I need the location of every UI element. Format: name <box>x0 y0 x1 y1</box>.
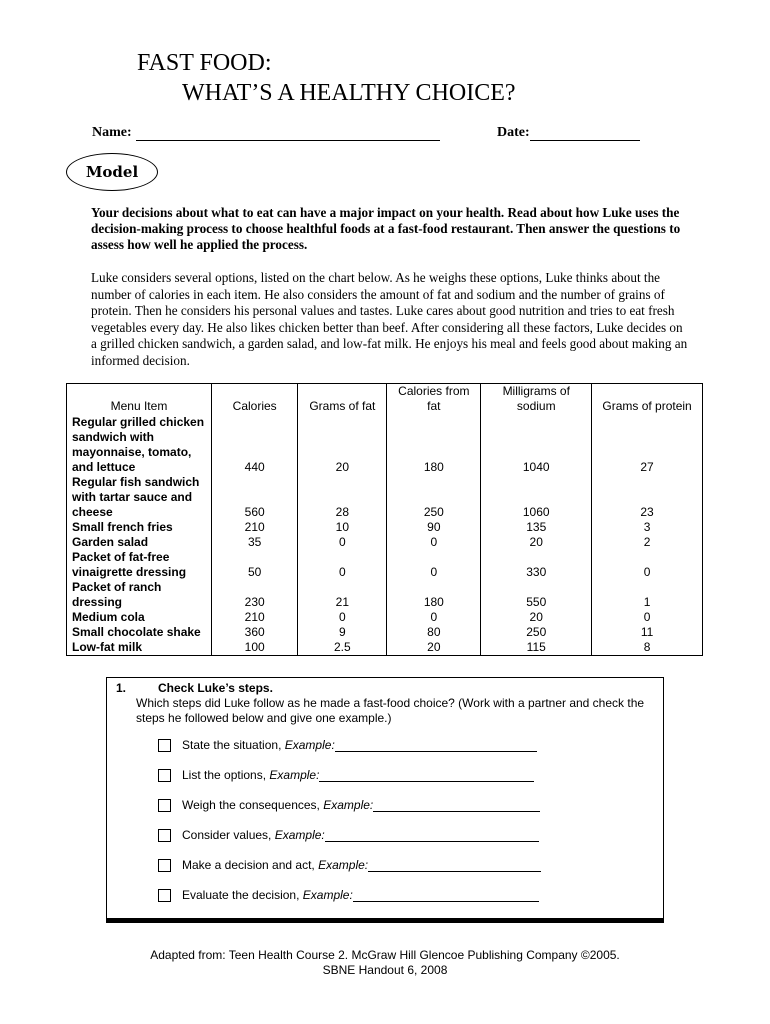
menu-item-cell: Regular fish sandwich with tartar sauce and cheese <box>67 475 212 520</box>
table-row <box>67 610 703 625</box>
menu-item-cell: Small french fries <box>67 520 212 535</box>
protein-cell: 2 <box>592 535 703 550</box>
example-label: Example: <box>274 828 325 842</box>
cal-fat-cell: 250 <box>387 475 481 520</box>
step-row-evaluate-decision[interactable] <box>158 887 539 903</box>
step-row-make-decision[interactable] <box>158 857 541 873</box>
example-answer-line[interactable] <box>335 739 537 752</box>
sodium-cell: 20 <box>481 610 592 625</box>
checkbox[interactable] <box>158 799 171 812</box>
date-field[interactable] <box>497 125 640 141</box>
question-title: Check Luke’s steps. <box>158 681 273 695</box>
cal-fat-cell: 0 <box>387 610 481 625</box>
example-label: Example: <box>323 798 374 812</box>
cal-fat-cell: 0 <box>387 535 481 550</box>
fat-cell: 20 <box>298 415 387 475</box>
sodium-cell: 1040 <box>481 415 592 475</box>
table-row <box>67 475 703 520</box>
calories-cell: 50 <box>211 550 297 580</box>
calories-cell: 230 <box>211 580 297 610</box>
menu-item-cell: Packet of fat-free vinaigrette dressing <box>67 550 212 580</box>
footer <box>0 948 770 978</box>
calories-cell: 100 <box>211 640 297 656</box>
cal-fat-cell: 20 <box>387 640 481 656</box>
fat-cell: 0 <box>298 550 387 580</box>
title-line-2: WHAT’S A HEALTHY CHOICE? <box>182 80 516 106</box>
step-row-list-options[interactable] <box>158 767 534 783</box>
checkbox[interactable] <box>158 769 171 782</box>
nutrition-table <box>66 383 703 656</box>
cal-fat-cell: 0 <box>387 550 481 580</box>
header-sodium: Milligrams of sodium <box>481 384 592 416</box>
example-label: Example: <box>318 858 369 872</box>
cal-fat-cell: 180 <box>387 415 481 475</box>
protein-cell: 23 <box>592 475 703 520</box>
protein-cell: 27 <box>592 415 703 475</box>
fat-cell: 9 <box>298 625 387 640</box>
calories-cell: 560 <box>211 475 297 520</box>
model-section-label: Model <box>66 153 158 191</box>
question-text: Which steps did Luke follow as he made a fast-food choice? (Work with a partner and check the steps he followed below and give one example.) <box>136 696 645 725</box>
footer-credit: Adapted from: Teen Health Course 2. McGraw Hill Glencoe Publishing Company ©2005. <box>150 948 620 962</box>
fat-cell: 0 <box>298 610 387 625</box>
checkbox[interactable] <box>158 889 171 902</box>
header-calories-from-fat: Calories from fat <box>387 384 481 416</box>
calories-cell: 360 <box>211 625 297 640</box>
example-answer-line[interactable] <box>368 859 541 872</box>
table-row <box>67 640 703 656</box>
calories-cell: 35 <box>211 535 297 550</box>
sodium-cell: 1060 <box>481 475 592 520</box>
fat-cell: 21 <box>298 580 387 610</box>
header-menu-item: Menu Item <box>67 384 212 416</box>
story-paragraph: Luke considers several options, listed on the chart below. As he weighs these options, Luke thinks about the number of calories in each item. He also considers the amount of fat and sodium and the number of grains of protein. Then he considers his personal values and tastes. Luke cares about good nutrition and tries to eat fresh vegetables every day. He also likes chicken better than beef. After considering all these factors, Luke decides on a grilled chicken sandwich, a garden salad, and low-fat milk. He enjoys his meal and feels good about making an informed decision. <box>91 270 688 368</box>
table-row <box>67 625 703 640</box>
step-label: Weigh the consequences, <box>182 798 320 812</box>
header-grams-fat: Grams of fat <box>298 384 387 416</box>
protein-cell: 11 <box>592 625 703 640</box>
menu-item-cell: Packet of ranch dressing <box>67 580 212 610</box>
step-label: List the options, <box>182 768 267 782</box>
sodium-cell: 115 <box>481 640 592 656</box>
example-label: Example: <box>284 738 335 752</box>
name-input-line[interactable] <box>136 126 440 141</box>
checkbox[interactable] <box>158 859 171 872</box>
example-answer-line[interactable] <box>325 829 539 842</box>
table-header-row <box>67 384 703 416</box>
date-label: Date: <box>497 125 530 140</box>
question-number: 1. <box>116 681 127 695</box>
step-label: Consider values, <box>182 828 272 842</box>
sodium-cell: 550 <box>481 580 592 610</box>
sodium-cell: 330 <box>481 550 592 580</box>
example-label: Example: <box>269 768 320 782</box>
protein-cell: 0 <box>592 610 703 625</box>
example-answer-line[interactable] <box>353 889 539 902</box>
name-label: Name: <box>92 125 132 140</box>
step-row-weigh-consequences[interactable] <box>158 797 540 813</box>
protein-cell: 8 <box>592 640 703 656</box>
footer-handout: SBNE Handout 6, 2008 <box>322 963 448 977</box>
menu-item-cell: Medium cola <box>67 610 212 625</box>
fat-cell: 2.5 <box>298 640 387 656</box>
protein-cell: 1 <box>592 580 703 610</box>
calories-cell: 440 <box>211 415 297 475</box>
table-row <box>67 580 703 610</box>
step-row-state-situation[interactable] <box>158 737 537 753</box>
menu-item-cell: Small chocolate shake <box>67 625 212 640</box>
protein-cell: 0 <box>592 550 703 580</box>
calories-cell: 210 <box>211 610 297 625</box>
menu-item-cell: Low-fat milk <box>67 640 212 656</box>
checkbox[interactable] <box>158 829 171 842</box>
menu-item-cell: Garden salad <box>67 535 212 550</box>
cal-fat-cell: 90 <box>387 520 481 535</box>
calories-cell: 210 <box>211 520 297 535</box>
header-calories: Calories <box>211 384 297 416</box>
date-input-line[interactable] <box>530 126 640 141</box>
title-line-1: FAST FOOD: <box>137 50 272 76</box>
table-row <box>67 550 703 580</box>
step-label: Make a decision and act, <box>182 858 315 872</box>
sodium-cell: 135 <box>481 520 592 535</box>
step-label: State the situation, <box>182 738 282 752</box>
cal-fat-cell: 180 <box>387 580 481 610</box>
table-row <box>67 520 703 535</box>
sodium-cell: 20 <box>481 535 592 550</box>
example-label: Example: <box>302 888 353 902</box>
header-protein: Grams of protein <box>592 384 703 416</box>
fat-cell: 10 <box>298 520 387 535</box>
protein-cell: 3 <box>592 520 703 535</box>
sodium-cell: 250 <box>481 625 592 640</box>
fat-cell: 28 <box>298 475 387 520</box>
example-answer-line[interactable] <box>373 799 540 812</box>
name-field[interactable] <box>92 125 440 141</box>
fat-cell: 0 <box>298 535 387 550</box>
table-row <box>67 535 703 550</box>
example-answer-line[interactable] <box>319 769 534 782</box>
cal-fat-cell: 80 <box>387 625 481 640</box>
menu-item-cell: Regular grilled chicken sandwich with mayonnaise, tomato, and lettuce <box>67 415 212 475</box>
intro-paragraph: Your decisions about what to eat can have a major impact on your health. Read about how Luke uses the decision-making process to choose healthful foods at a fast-food restaurant. Then answer the questions to assess how well he applied the process. <box>91 205 681 252</box>
checkbox[interactable] <box>158 739 171 752</box>
table-row <box>67 415 703 475</box>
step-label: Evaluate the decision, <box>182 888 300 902</box>
step-row-consider-values[interactable] <box>158 827 539 843</box>
question-box <box>106 677 664 923</box>
